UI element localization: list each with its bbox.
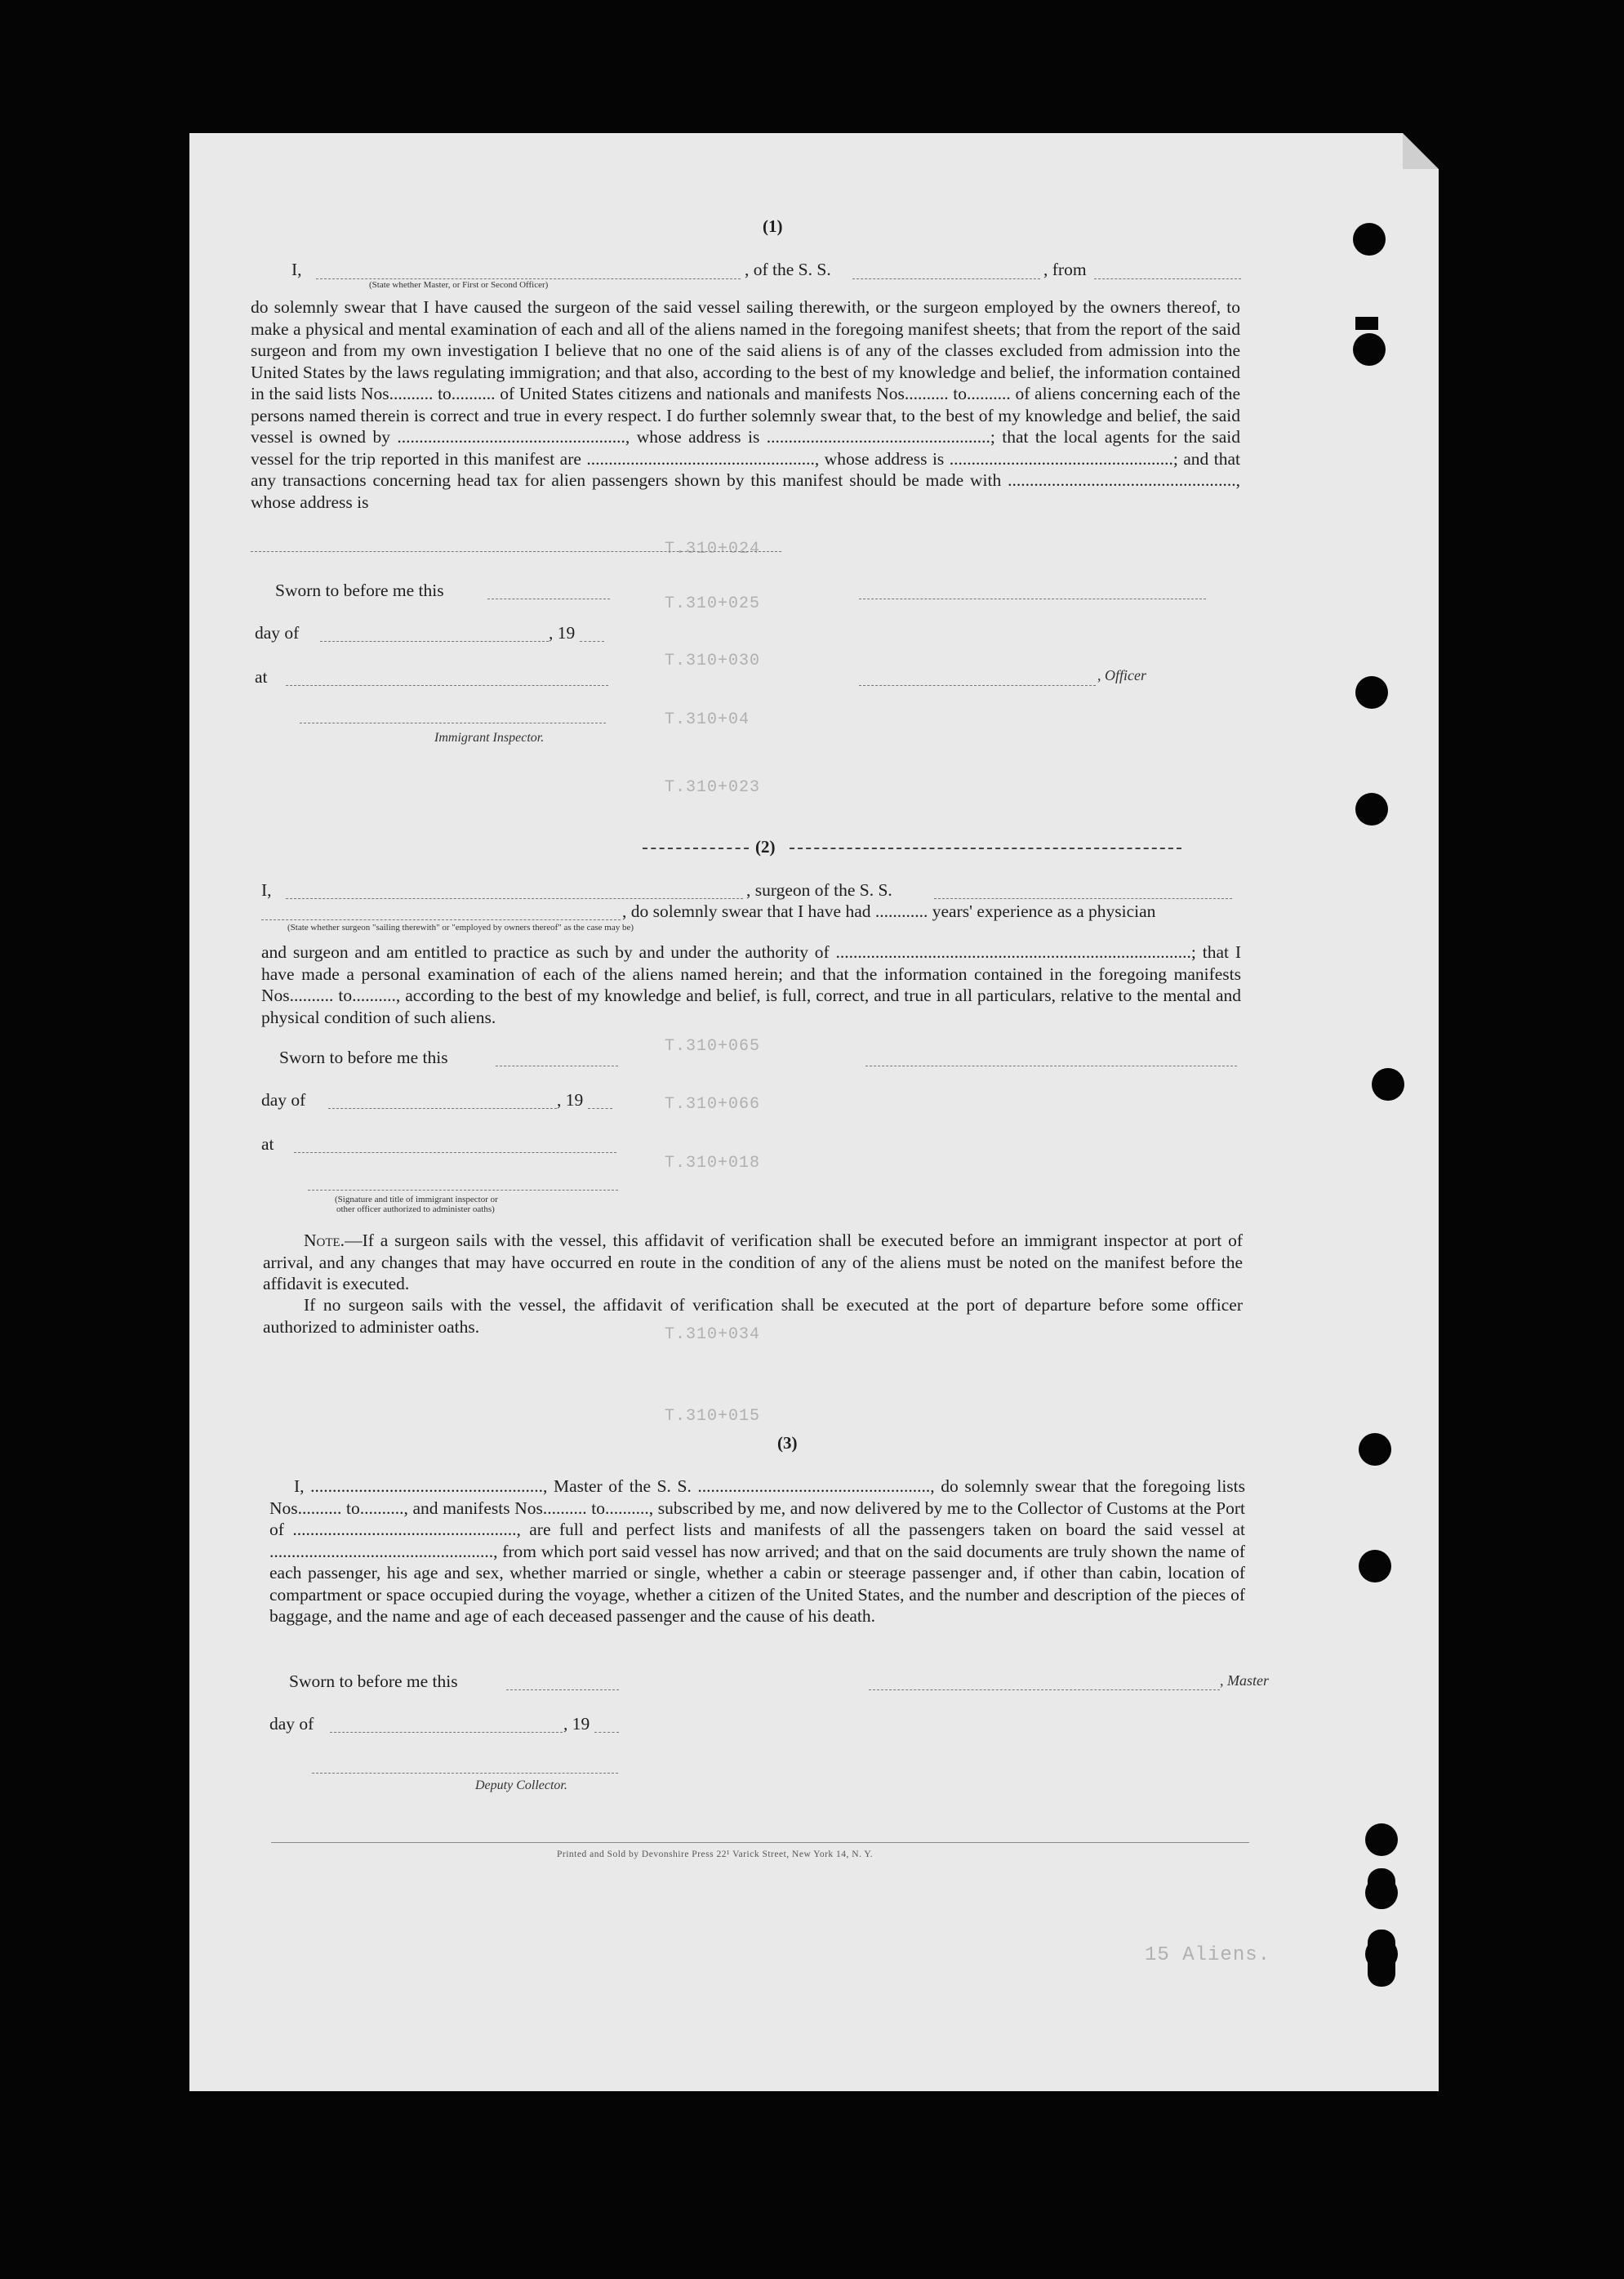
blank-line xyxy=(286,685,608,686)
binding-mark xyxy=(1368,1930,1395,1987)
blank-line xyxy=(286,898,743,899)
blank-line xyxy=(580,641,604,642)
field-hint: (State whether Master, or First or Second Officer) xyxy=(369,280,549,290)
bleed-text: T.310+015 xyxy=(665,1407,761,1426)
bleed-text: T.310+034 xyxy=(665,1325,761,1344)
footer-rule xyxy=(271,1842,1249,1843)
signature-hint: (Signature and title of immigrant inspector or xyxy=(335,1195,498,1204)
day-line: day of xyxy=(255,623,300,643)
bleed-text: T.310+066 xyxy=(665,1095,761,1114)
punch-hole xyxy=(1359,1550,1391,1582)
sworn-line: Sworn to before me this xyxy=(289,1671,458,1691)
form-page xyxy=(189,133,1439,2091)
blank-line xyxy=(852,278,1040,279)
section-divider xyxy=(790,848,1181,849)
oath-line: , of the S. S. xyxy=(745,260,831,279)
binding-mark xyxy=(1368,1868,1395,1909)
blank-line xyxy=(588,1108,612,1109)
day-line: day of xyxy=(261,1090,306,1110)
note-paragraph: If no surgeon sails with the vessel, the affidavit of verification shall be executed at the port of departure before some officer authorized to administer oaths. xyxy=(263,1295,1243,1337)
master-label: , Master xyxy=(1220,1672,1269,1689)
bleed-text: T.310+065 xyxy=(665,1037,761,1056)
oath-line: I, xyxy=(261,880,272,900)
bleed-text: T.310+04 xyxy=(665,710,750,729)
blank-line xyxy=(594,1732,619,1733)
signature-line xyxy=(859,685,1096,686)
section-number: (3) xyxy=(777,1433,798,1453)
bleed-text: 15 Aliens. xyxy=(1145,1944,1271,1966)
section-number: (1) xyxy=(763,216,783,236)
blank-line xyxy=(316,278,741,279)
binding-mark xyxy=(1355,317,1378,330)
blank-line xyxy=(328,1108,557,1109)
blank-line xyxy=(251,551,781,552)
punch-hole xyxy=(1353,223,1386,256)
signature-hint: other officer authorized to administer oaths) xyxy=(336,1204,495,1214)
day-line: day of xyxy=(269,1714,314,1734)
blank-line xyxy=(261,919,621,920)
sworn-line: Sworn to before me this xyxy=(275,581,444,600)
blank-line xyxy=(1094,278,1241,279)
signature-line xyxy=(308,1190,618,1191)
blank-line xyxy=(506,1689,619,1690)
year-label: , 19 xyxy=(549,623,576,643)
oath-paragraph: do solemnly swear that I have caused the surgeon of the said vessel sailing therewith, or the surgeon employed by the owners thereof, to make a physical and mental examination of each and all of the aliens named in the foregoing manifest sheets; that from the report of the said surgeon and from my own investigation I believe that no one of the said aliens is of any of the classes excluded from admission into the United States by the laws regulating immigration; and that also, according to the best of my knowledge and belief, the information contained in the said lists Nos.......... to.......... of United States citizens and nationals and manifests Nos.......... to.......... of aliens concerning each of the persons named therein is correct and true in every respect. I do further solemnly swear that, to the best of my knowledge and belief, the said vessel is owned by ...................................................., whose address is ...................................................; that the local agents for the said vessel for the trip reported in this manifest are ...................................................., whose address is ...................................................; and that any transactions concerning head tax for alien passengers shown by this manifest should be made with ...................................................., whose address is xyxy=(251,297,1240,512)
oath-paragraph: I, ....................................................., Master of the S. S. ....................................................., do solemnly swear that the foregoing lists Nos.......... to.........., and manifests Nos.......... to.........., subscribed by me, and now delivered by me to the Collector of Customs at the Port of ..................................................., are full and perfect lists and manifests of all the passengers taken on board the said vessel at ..................................................., from which port said vessel has now arrived; and that on the said documents are truly shown the name of each passenger, his age and sex, whether married or single, whether a cabin or steerage passenger and, if other than cabin, location of compartment or space occupied during the voyage, whether a citizen of the United States, and the number and description of the pieces of baggage, and the name and age of each deceased passenger and the cause of his death. xyxy=(269,1476,1245,1626)
bleed-text: T.310+024 xyxy=(665,540,761,559)
year-label: , 19 xyxy=(557,1090,584,1110)
punch-hole xyxy=(1359,1433,1391,1466)
blank-line xyxy=(934,898,1232,899)
note-paragraph: Note.—If a surgeon sails with the vessel, this affidavit of verification shall be executed before an immigrant inspector at port of arrival, and any changes that may have occurred en route in the condition of any of the aliens must be noted on the manifest before the affidavit is executed. xyxy=(263,1231,1243,1293)
signature-line xyxy=(869,1689,1220,1690)
oath-line: , do solemnly swear that I have had ............ years' experience as a physician xyxy=(622,901,1156,921)
section-divider xyxy=(643,848,749,849)
blank-line xyxy=(320,641,549,642)
bleed-text: T.310+023 xyxy=(665,778,761,797)
oath-paragraph: and surgeon and am entitled to practice as such by and under the authority of .................................................................................; that I have made a personal examination of each of the aliens named herein; and that the information contained in the foregoing manifests Nos.......... to.........., according to the best of my knowledge and belief, is full, correct, and true in all particulars, relative to the mental and physical condition of such aliens. xyxy=(261,942,1241,1027)
deputy-label: Deputy Collector. xyxy=(475,1778,567,1792)
oath-line: , surgeon of the S. S. xyxy=(746,880,892,900)
punch-hole xyxy=(1353,333,1386,366)
printer-imprint: Printed and Sold by Devonshire Press 22¹ Varick Street, New York 14, N. Y. xyxy=(557,1849,874,1859)
blank-line xyxy=(294,1152,616,1153)
blank-line xyxy=(330,1732,563,1733)
officer-label: , Officer xyxy=(1097,667,1146,683)
bleed-text: T.310+025 xyxy=(665,594,761,613)
punch-hole xyxy=(1365,1823,1398,1856)
signature-line xyxy=(312,1773,618,1774)
punch-hole xyxy=(1355,793,1388,826)
punch-hole xyxy=(1372,1068,1404,1101)
at-line: at xyxy=(255,667,268,687)
oath-line: , from xyxy=(1043,260,1087,279)
bleed-text: T.310+030 xyxy=(665,652,761,670)
inspector-label: Immigrant Inspector. xyxy=(434,731,545,745)
at-line: at xyxy=(261,1134,274,1154)
bleed-text: T.310+018 xyxy=(665,1154,761,1173)
oath-line: I, xyxy=(291,260,302,279)
punch-hole xyxy=(1355,676,1388,709)
section-number: (2) xyxy=(755,837,776,857)
field-hint: (State whether surgeon "sailing therewith" or "employed by owners thereof" as the case may be) xyxy=(287,923,634,933)
year-label: , 19 xyxy=(563,1714,590,1734)
folded-corner xyxy=(1403,133,1439,169)
sworn-line: Sworn to before me this xyxy=(279,1048,448,1067)
